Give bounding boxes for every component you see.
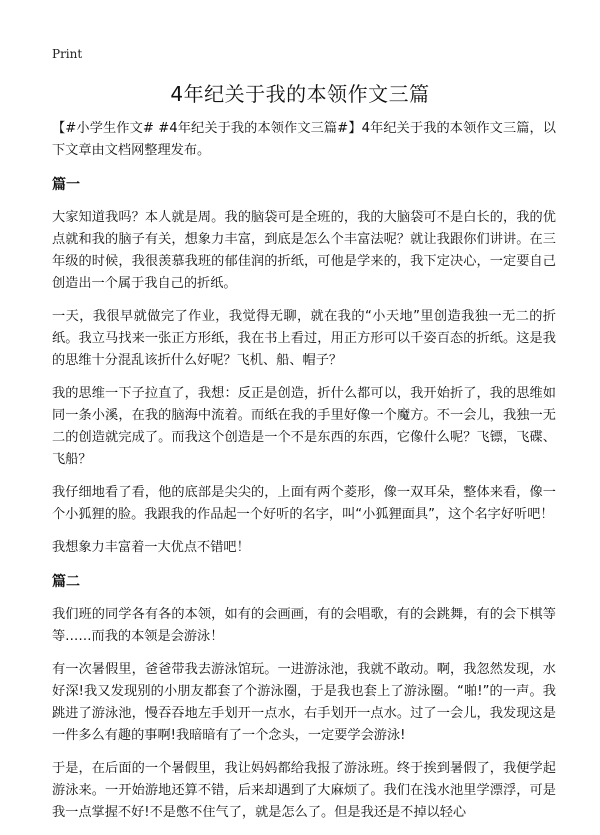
paragraph: 我们班的同学各有各的本领，如有的会画画，有的会唱歌，有的会跳舞，有的会下棋等等……而我的本领是会游泳！ <box>52 607 556 644</box>
paragraph: 我的思维一下子拉直了，我想：反正是创造，折什么都可以，我开始折了，我的思维如同一条小溪，在我的脑海中流着。而纸在我的手里好像一个魔方。不一会儿，我独一无二的创造就完成了。而我这个创造是一个不是东西的东西，它像什么呢？飞镖，飞碟、飞船？ <box>52 386 556 467</box>
paragraph: 我想象力丰富着一大优点不错吧！ <box>52 540 250 555</box>
paragraph: 于是，在后面的一个暑假里，我让妈妈都给我报了游泳班。终于挨到暑假了，我便学起游泳来。一开始游地还算不错，后来却遇到了大麻烦了。我们在浅水池里学漂浮，可是我一点掌握不好!不是憋不住气了，就是怎么了。但是我还是不掉以轻心 <box>52 761 556 820</box>
article-body <box>52 118 556 835</box>
section-heading: 篇一 <box>52 177 80 193</box>
section-1 <box>52 174 556 559</box>
paragraph: 我仔细地看了看，他的底部是尖尖的，上面有两个菱形，像一双耳朵，整体来看，像一个小狐狸的脸。我跟我的作品起一个好听的名字，叫“小狐狸面具”，这个名字好听吧！ <box>52 485 556 522</box>
paragraph: 一天，我很早就做完了作业，我觉得无聊，就在我的“小天地”里创造我独一无二的折纸。我立马找来一张正方形纸，我在书上看过，用正方形可以千姿百态的折纸。这是我的思维十分混乱该折什么好呢？飞机、船、帽子？ <box>52 309 556 368</box>
intro-paragraph: 【#小学生作文# #4年纪关于我的本领作文三篇#】4年纪关于我的本领作文三篇，以下文章由文档网整理发布。 <box>52 121 556 158</box>
paragraph: 大家知道我吗？本人就是周。我的脑袋可是全班的，我的大脑袋可不是白长的，我的优点就和我的脑子有关，想象力丰富，到底是怎么个丰富法呢？就让我跟你们讲讲。在三年级的时候，我很羡慕我班的郁佳润的折纸，可他是学来的，我下定决心，一定要自己创造出一个属于我自己的折纸。 <box>52 210 556 291</box>
page-title: 4年纪关于我的本领作文三篇 <box>170 82 430 106</box>
print-link[interactable]: Print <box>52 47 83 61</box>
section-2 <box>52 571 556 824</box>
paragraph: 有一次暑假里，爸爸带我去游泳馆玩。一进游泳池，我就不敢动。啊，我忽然发现，水好深!我又发现别的小朋友都套了个游泳圈，于是我也套上了游泳圈。“啪!”的一声。我跳进了游泳池，慢吞吞地左手划开一点水，右手划开一点水。过了一会儿，我发现这是一件多么有趣的事啊!我暗暗有了一个念头，一定要学会游泳! <box>52 662 556 743</box>
section-heading: 篇二 <box>52 574 80 590</box>
